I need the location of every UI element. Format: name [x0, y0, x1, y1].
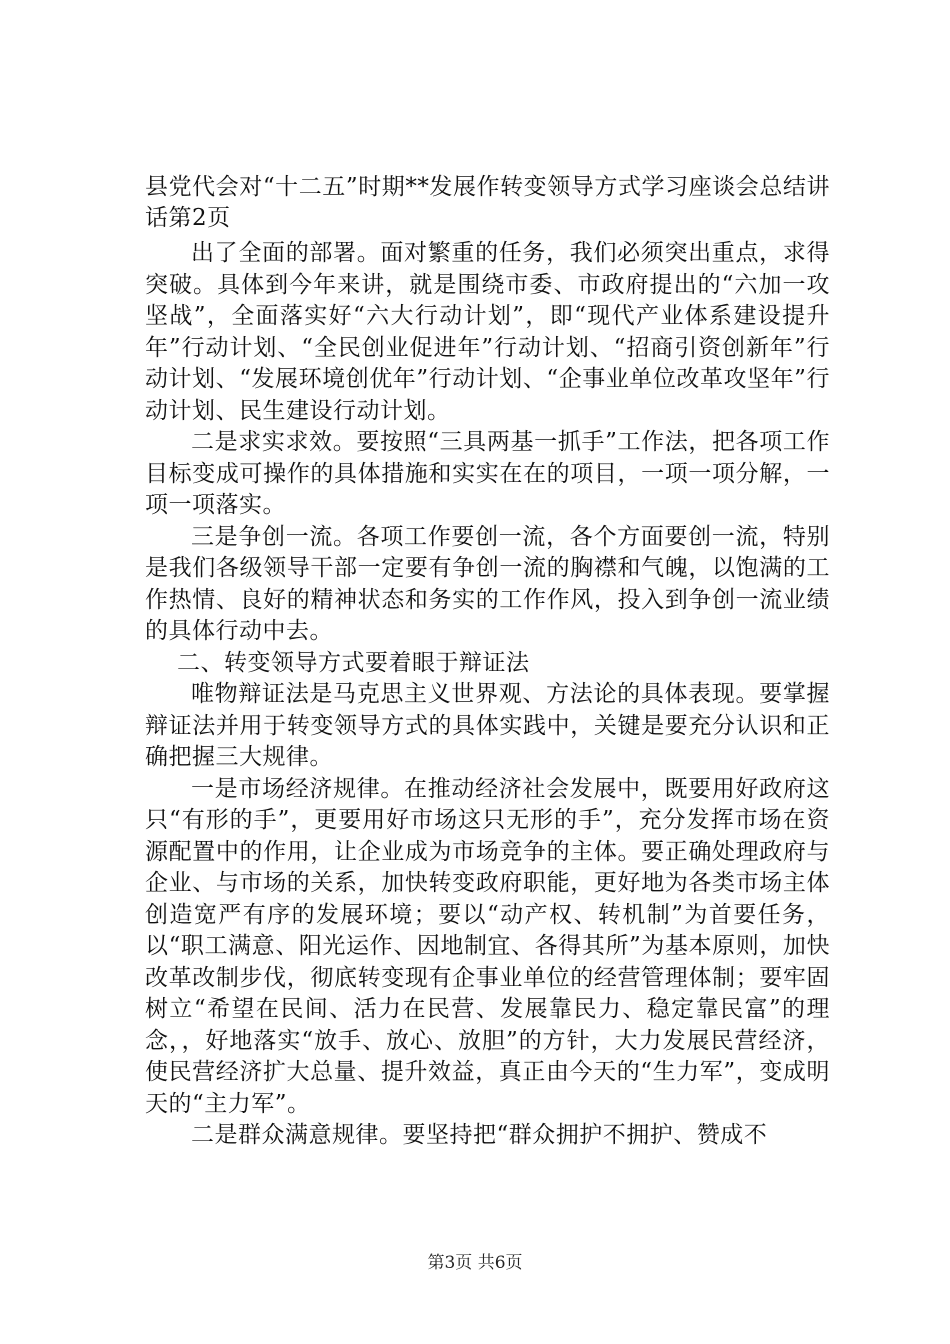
paragraph: 唯物辩证法是马克思主义世界观、方法论的具体表现。要掌握辩证法并用于转变领导方式的具体实践中，关键是要充分认识和正确把握三大规律。 — [145, 681, 830, 770]
paragraph: 三是争创一流。各项工作要创一流，各个方面要创一流，特别是我们各级领导干部一定要有争创一流的胸襟和气魄，以饱满的工作热情、良好的精神状态和务实的工作作风，投入到争创一流业绩的具体行动中去。 — [145, 523, 830, 644]
page-footer: 第3页 共6页 — [427, 1253, 523, 1273]
paragraph: 一是市场经济规律。在推动经济社会发展中，既要用好政府这只“有形的手”，更要用好市场这只无形的手”，充分发挥市场在资源配置中的作用，让企业成为市场竞争的主体。要正确处理政府与企业、与市场的关系，加快转变政府职能，更好地为各类市场主体创造宽严有序的发展环境；要以“动产权、转机制”为首要任务，以“职工满意、阳光运作、因地制宜、各得其所”为基本原则，加快改革改制步伐，彻底转变现有企事业单位的经营管理体制；要牢固树立“希望在民间、活力在民营、发展靠民力、稳定靠民富”的理念，，好地落实“放手、放心、放胆”的方针，大力发展民营经济，使民营经济扩大总量、提升效益，真正由今天的“生力军”，变成明天的“主力军”。 — [145, 775, 830, 1117]
paragraph: 二是求实求效。要按照“三具两基一抓手”工作法，把各项工作目标变成可操作的具体措施和实实在在的项目，一项一项分解，一项一项落实。 — [145, 429, 830, 518]
document-body — [145, 172, 830, 1152]
paragraph: 出了全面的部署。面对繁重的任务，我们必须突出重点，求得突破。具体到今年来讲，就是围绕市委、市政府提出的“六加一攻坚战”，全面落实好“六大行动计划”，即“现代产业体系建设提升年”行动计划、“全民创业促进年”行动计划、“招商引资创新年”行动计划、“发展环境创优年”行动计划、“企事业单位改革攻坚年”行动计划、民生建设行动计划。 — [145, 240, 830, 424]
document-title: 县党代会对“十二五”时期**发展作转变领导方式学习座谈会总结讲话第2页 — [145, 174, 830, 231]
section-heading: 二、转变领导方式要着眼于辩证法 — [177, 649, 530, 676]
paragraph: 二是群众满意规律。要坚持把“群众拥护不拥护、赞成不 — [191, 1122, 768, 1148]
